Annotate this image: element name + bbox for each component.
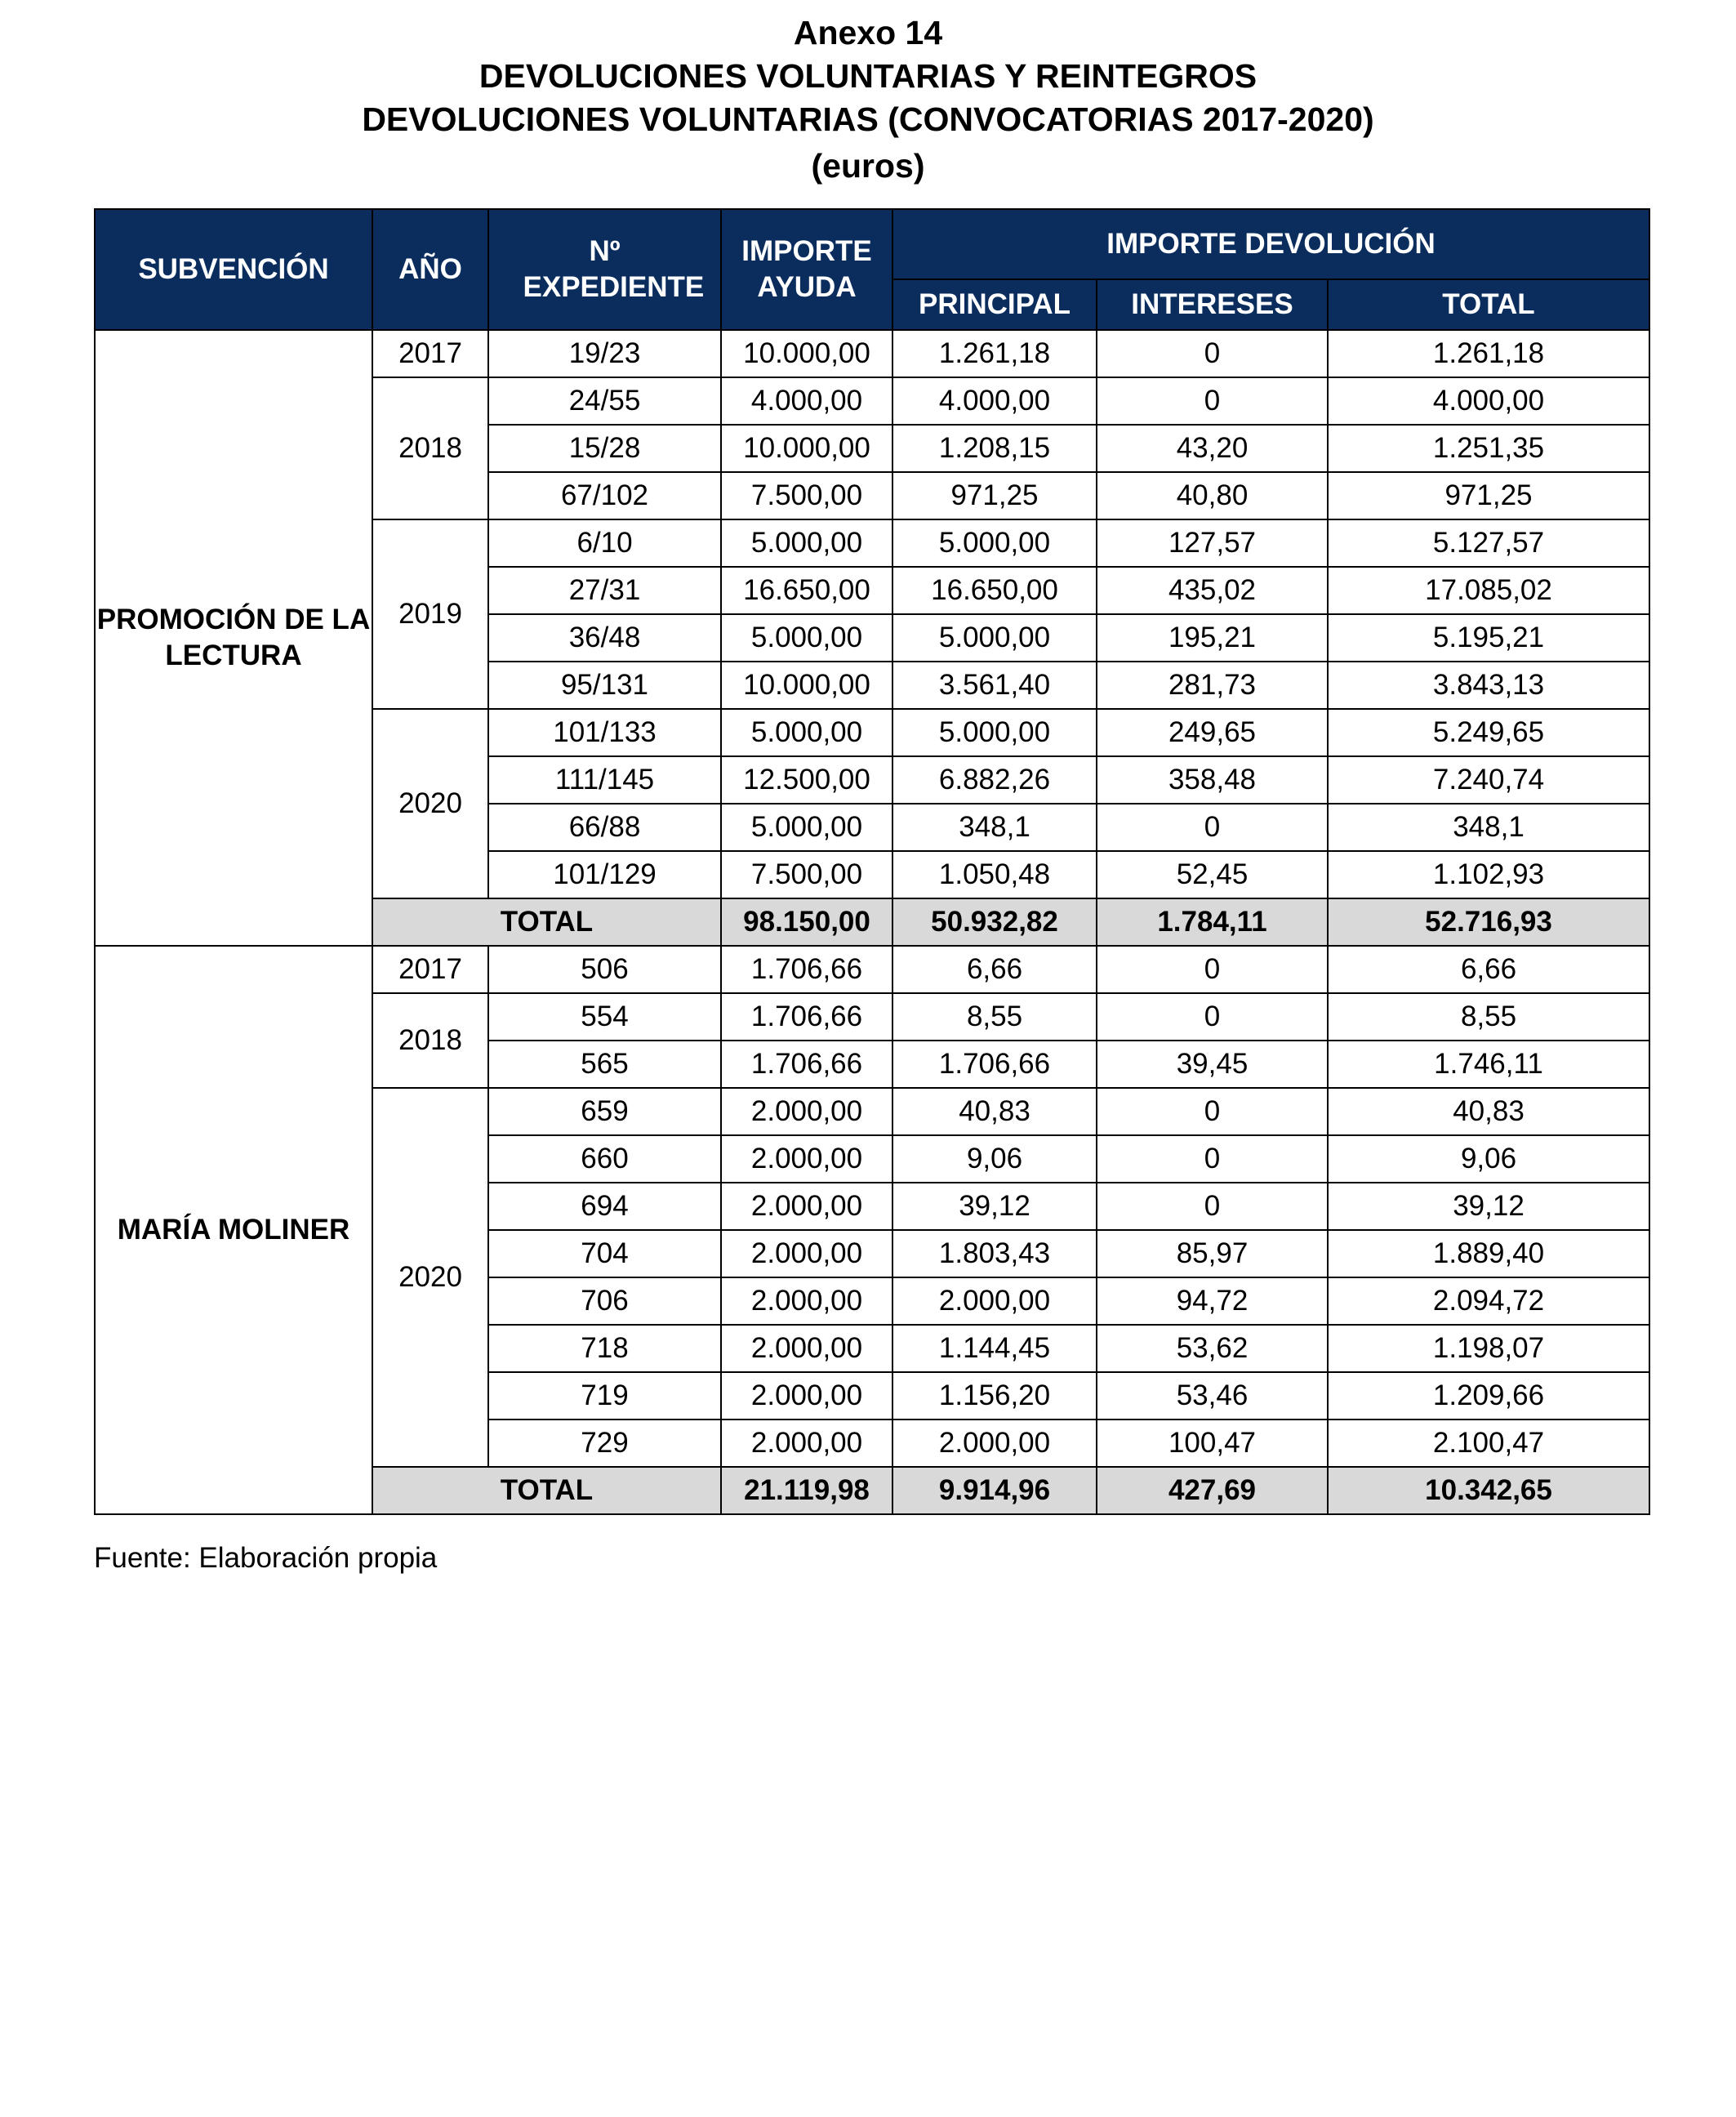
expediente-cell: 66/88 <box>488 804 721 851</box>
total-cell: 17.085,02 <box>1328 567 1649 614</box>
header-principal: PRINCIPAL <box>892 279 1097 330</box>
year-cell: 2019 <box>372 519 488 709</box>
total-cell: 5.195,21 <box>1328 614 1649 662</box>
year-cell: 2017 <box>372 946 488 993</box>
total-cell: 39,12 <box>1328 1183 1649 1230</box>
expediente-cell: 19/23 <box>488 330 721 377</box>
intereses-cell: 94,72 <box>1097 1277 1328 1325</box>
importe-ayuda-cell: 7.500,00 <box>721 851 892 898</box>
total-cell: 4.000,00 <box>1328 377 1649 425</box>
header-importe-devolucion: IMPORTE DEVOLUCIÓN <box>892 209 1649 279</box>
total-total: 10.342,65 <box>1328 1467 1649 1514</box>
total-cell: 971,25 <box>1328 472 1649 519</box>
expediente-cell: 6/10 <box>488 519 721 567</box>
principal-cell: 1.144,45 <box>892 1325 1097 1372</box>
principal-cell: 3.561,40 <box>892 662 1097 709</box>
total-total: 52.716,93 <box>1328 898 1649 946</box>
expediente-cell: 24/55 <box>488 377 721 425</box>
expediente-cell: 95/131 <box>488 662 721 709</box>
total-cell: 2.100,47 <box>1328 1420 1649 1467</box>
units-label: (euros) <box>811 147 925 185</box>
total-cell: 1.198,07 <box>1328 1325 1649 1372</box>
importe-ayuda-cell: 1.706,66 <box>721 1041 892 1088</box>
total-label: TOTAL <box>372 898 721 946</box>
principal-cell: 5.000,00 <box>892 709 1097 756</box>
principal-cell: 1.803,43 <box>892 1230 1097 1277</box>
intereses-cell: 358,48 <box>1097 756 1328 804</box>
subvencion-cell: PROMOCIÓN DE LA LECTURA <box>95 330 372 946</box>
total-cell: 348,1 <box>1328 804 1649 851</box>
total-cell: 1.261,18 <box>1328 330 1649 377</box>
principal-cell: 16.650,00 <box>892 567 1097 614</box>
expediente-cell: 36/48 <box>488 614 721 662</box>
table-row <box>95 330 1649 377</box>
expediente-cell: 111/145 <box>488 756 721 804</box>
total-ayuda: 21.119,98 <box>721 1467 892 1514</box>
importe-ayuda-cell: 16.650,00 <box>721 567 892 614</box>
header-subvencion: SUBVENCIÓN <box>95 209 372 330</box>
principal-cell: 4.000,00 <box>892 377 1097 425</box>
intereses-cell: 0 <box>1097 330 1328 377</box>
importe-ayuda-cell: 4.000,00 <box>721 377 892 425</box>
importe-ayuda-cell: 2.000,00 <box>721 1277 892 1325</box>
expediente-cell: 506 <box>488 946 721 993</box>
total-cell: 1.209,66 <box>1328 1372 1649 1420</box>
total-cell: 6,66 <box>1328 946 1649 993</box>
expediente-cell: 67/102 <box>488 472 721 519</box>
importe-ayuda-cell: 10.000,00 <box>721 662 892 709</box>
importe-ayuda-cell: 12.500,00 <box>721 756 892 804</box>
importe-ayuda-cell: 2.000,00 <box>721 1230 892 1277</box>
header-anio: AÑO <box>372 209 488 330</box>
expediente-cell: 718 <box>488 1325 721 1372</box>
intereses-cell: 39,45 <box>1097 1041 1328 1088</box>
expediente-cell: 565 <box>488 1041 721 1088</box>
total-cell: 40,83 <box>1328 1088 1649 1135</box>
year-cell: 2020 <box>372 709 488 898</box>
principal-cell: 1.261,18 <box>892 330 1097 377</box>
total-cell: 7.240,74 <box>1328 756 1649 804</box>
principal-cell: 39,12 <box>892 1183 1097 1230</box>
principal-cell: 6.882,26 <box>892 756 1097 804</box>
document-title <box>0 11 1736 188</box>
intereses-cell: 53,46 <box>1097 1372 1328 1420</box>
principal-cell: 1.706,66 <box>892 1041 1097 1088</box>
principal-cell: 1.156,20 <box>892 1372 1097 1420</box>
subvencion-cell: MARÍA MOLINER <box>95 946 372 1514</box>
total-cell: 5.249,65 <box>1328 709 1649 756</box>
principal-cell: 2.000,00 <box>892 1420 1097 1467</box>
importe-ayuda-cell: 2.000,00 <box>721 1183 892 1230</box>
expediente-cell: 660 <box>488 1135 721 1183</box>
intereses-cell: 435,02 <box>1097 567 1328 614</box>
intereses-cell: 0 <box>1097 1183 1328 1230</box>
year-cell: 2018 <box>372 993 488 1088</box>
importe-ayuda-cell: 10.000,00 <box>721 425 892 472</box>
total-cell: 8,55 <box>1328 993 1649 1041</box>
principal-cell: 6,66 <box>892 946 1097 993</box>
intereses-cell: 0 <box>1097 1135 1328 1183</box>
total-ayuda: 98.150,00 <box>721 898 892 946</box>
principal-cell: 1.050,48 <box>892 851 1097 898</box>
intereses-cell: 85,97 <box>1097 1230 1328 1277</box>
intereses-cell: 127,57 <box>1097 519 1328 567</box>
principal-cell: 9,06 <box>892 1135 1097 1183</box>
annex-title: Anexo 14 <box>793 14 943 51</box>
total-cell: 1.102,93 <box>1328 851 1649 898</box>
importe-ayuda-cell: 2.000,00 <box>721 1135 892 1183</box>
intereses-cell: 249,65 <box>1097 709 1328 756</box>
principal-cell: 971,25 <box>892 472 1097 519</box>
intereses-cell: 0 <box>1097 1088 1328 1135</box>
importe-ayuda-cell: 2.000,00 <box>721 1372 892 1420</box>
importe-ayuda-cell: 2.000,00 <box>721 1325 892 1372</box>
expediente-cell: 704 <box>488 1230 721 1277</box>
devoluciones-table <box>94 208 1650 1515</box>
intereses-cell: 0 <box>1097 946 1328 993</box>
total-label: TOTAL <box>372 1467 721 1514</box>
expediente-cell: 101/133 <box>488 709 721 756</box>
expediente-cell: 694 <box>488 1183 721 1230</box>
total-intereses: 427,69 <box>1097 1467 1328 1514</box>
importe-ayuda-cell: 1.706,66 <box>721 946 892 993</box>
total-cell: 2.094,72 <box>1328 1277 1649 1325</box>
total-cell: 3.843,13 <box>1328 662 1649 709</box>
total-cell: 1.889,40 <box>1328 1230 1649 1277</box>
intereses-cell: 0 <box>1097 993 1328 1041</box>
principal-cell: 5.000,00 <box>892 519 1097 567</box>
header-total: TOTAL <box>1328 279 1649 330</box>
year-cell: 2017 <box>372 330 488 377</box>
expediente-cell: 729 <box>488 1420 721 1467</box>
intereses-cell: 40,80 <box>1097 472 1328 519</box>
header-importe-ayuda <box>721 209 892 330</box>
table-body <box>95 330 1649 1514</box>
total-intereses: 1.784,11 <box>1097 898 1328 946</box>
importe-ayuda-cell: 2.000,00 <box>721 1420 892 1467</box>
principal-cell: 2.000,00 <box>892 1277 1097 1325</box>
expediente-cell: 15/28 <box>488 425 721 472</box>
year-cell: 2020 <box>372 1088 488 1467</box>
source-note: Fuente: Elaboración propia <box>94 1542 438 1574</box>
title-line-2: DEVOLUCIONES VOLUNTARIAS Y REINTEGROS <box>479 57 1257 95</box>
principal-cell: 348,1 <box>892 804 1097 851</box>
importe-ayuda-cell: 5.000,00 <box>721 519 892 567</box>
importe-ayuda-cell: 5.000,00 <box>721 804 892 851</box>
intereses-cell: 0 <box>1097 804 1328 851</box>
total-cell: 9,06 <box>1328 1135 1649 1183</box>
principal-cell: 1.208,15 <box>892 425 1097 472</box>
intereses-cell: 53,62 <box>1097 1325 1328 1372</box>
expediente-cell: 27/31 <box>488 567 721 614</box>
table-row <box>95 946 1649 993</box>
intereses-cell: 281,73 <box>1097 662 1328 709</box>
header-expediente-label: Nº EXPEDIENTE <box>523 235 705 303</box>
expediente-cell: 659 <box>488 1088 721 1135</box>
importe-ayuda-cell: 1.706,66 <box>721 993 892 1041</box>
intereses-cell: 195,21 <box>1097 614 1328 662</box>
title-line-3: DEVOLUCIONES VOLUNTARIAS (CONVOCATORIAS 2017-2020) <box>362 100 1374 138</box>
principal-cell: 40,83 <box>892 1088 1097 1135</box>
header-importe-ayuda-label: IMPORTE AYUDA <box>741 235 872 303</box>
total-cell: 1.746,11 <box>1328 1041 1649 1088</box>
importe-ayuda-cell: 5.000,00 <box>721 709 892 756</box>
expediente-cell: 719 <box>488 1372 721 1420</box>
principal-cell: 8,55 <box>892 993 1097 1041</box>
importe-ayuda-cell: 10.000,00 <box>721 330 892 377</box>
total-cell: 5.127,57 <box>1328 519 1649 567</box>
intereses-cell: 43,20 <box>1097 425 1328 472</box>
expediente-cell: 101/129 <box>488 851 721 898</box>
importe-ayuda-cell: 7.500,00 <box>721 472 892 519</box>
intereses-cell: 100,47 <box>1097 1420 1328 1467</box>
total-cell: 1.251,35 <box>1328 425 1649 472</box>
header-intereses: INTERESES <box>1097 279 1328 330</box>
intereses-cell: 52,45 <box>1097 851 1328 898</box>
expediente-cell: 554 <box>488 993 721 1041</box>
expediente-cell: 706 <box>488 1277 721 1325</box>
header-expediente <box>488 209 721 330</box>
total-principal: 50.932,82 <box>892 898 1097 946</box>
total-principal: 9.914,96 <box>892 1467 1097 1514</box>
importe-ayuda-cell: 2.000,00 <box>721 1088 892 1135</box>
principal-cell: 5.000,00 <box>892 614 1097 662</box>
importe-ayuda-cell: 5.000,00 <box>721 614 892 662</box>
intereses-cell: 0 <box>1097 377 1328 425</box>
year-cell: 2018 <box>372 377 488 519</box>
